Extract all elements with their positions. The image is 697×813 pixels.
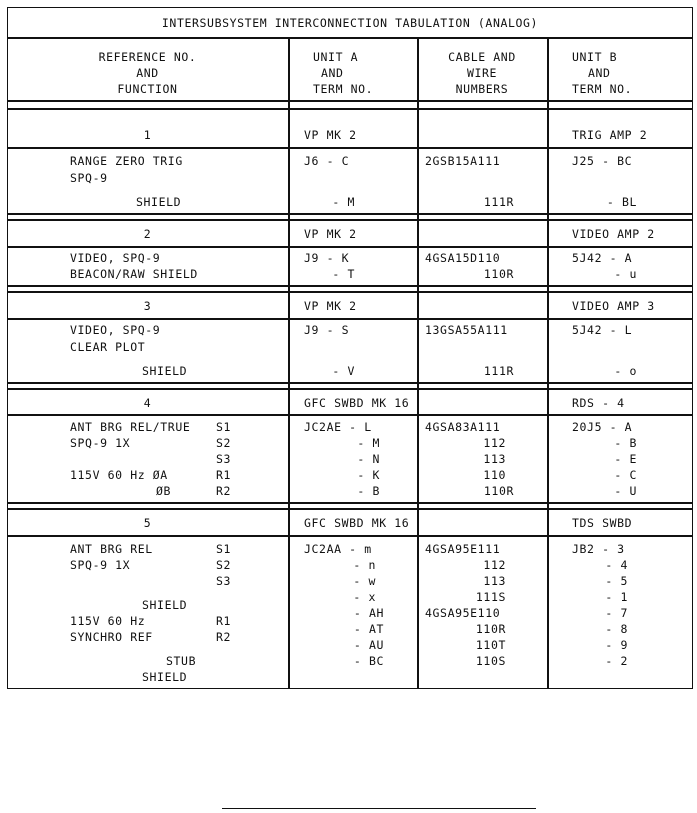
unit-b-term: - 2 [605,654,628,668]
unit-a-term: - M [357,436,380,450]
group-unit-b: VIDEO AMP 2 [572,227,655,241]
unit-b-term: 20J5 - A [572,420,633,434]
terminal-label: S3 [216,574,232,588]
cable-number: 110 [483,468,506,482]
cable-number: 4GSA95E111 [425,542,501,556]
unit-b-term: J25 - BC [572,154,633,168]
header-col1-line1: REFERENCE NO. [98,50,197,64]
unit-a-term: - n [353,558,376,572]
group-ref-number: 5 [143,516,152,530]
unit-b-term: - o [614,364,637,378]
terminal-label: R1 [216,468,232,482]
function-text: SHIELD [142,364,188,378]
unit-a-term: - N [357,452,380,466]
group-ref-number: 1 [143,128,152,142]
group-unit-a: VP MK 2 [304,227,357,241]
unit-a-term: - T [332,267,355,281]
cable-number: 13GSA55A111 [425,323,508,337]
function-text: VIDEO, SPQ-9 [70,251,161,265]
header-col2-line2: AND [321,66,344,80]
terminal-label: S2 [216,436,232,450]
unit-b-term: - 7 [605,606,628,620]
terminal-label: R1 [216,614,232,628]
cable-number: 4GSA15D110 [425,251,501,265]
unit-a-term: J9 - K [304,251,350,265]
header-col2-line3: TERM NO. [313,82,374,96]
group-ref-number: 2 [143,227,152,241]
cable-number: 110T [475,638,506,652]
unit-a-term: JC2AE - L [304,420,372,434]
unit-a-term: - B [357,484,380,498]
function-text: SPQ-9 [70,171,108,185]
unit-b-term: 5J42 - L [572,323,633,337]
terminal-label: S2 [216,558,232,572]
unit-b-term: - 1 [605,590,628,604]
unit-b-term: - C [614,468,637,482]
rule-g2-end2 [7,291,693,293]
header-col4-line1: UNIT B [572,50,618,64]
table-title: INTERSUBSYSTEM INTERCONNECTION TABULATION (ANALOG) [161,16,539,30]
function-text: SYNCHRO REF [70,630,153,644]
rule-g4-end2 [7,508,693,510]
unit-a-term: - AT [353,622,384,636]
unit-b-term: JB2 - 3 [572,542,625,556]
unit-a-term: - M [332,195,355,209]
function-text: 115V 60 Hz [70,614,146,628]
unit-a-term: - K [357,468,380,482]
function-text: STUB [166,654,197,668]
cable-number: 112 [483,436,506,450]
terminal-label: R2 [216,484,232,498]
group-unit-b: VIDEO AMP 3 [572,299,655,313]
group-unit-a: VP MK 2 [304,299,357,313]
header-col4-line3: TERM NO. [572,82,633,96]
group-unit-b: RDS - 4 [572,396,625,410]
group-unit-a: GFC SWBD MK 16 [304,396,410,410]
rule-g2-top [7,246,693,248]
unit-a-term: J9 - S [304,323,350,337]
group-unit-b: TRIG AMP 2 [572,128,648,142]
function-text: BEACON/RAW SHIELD [70,267,198,281]
group-unit-a: VP MK 2 [304,128,357,142]
function-text: ØB [156,484,172,498]
group-unit-b: TDS SWBD [572,516,633,530]
group-ref-number: 4 [143,396,152,410]
unit-a-term: - w [353,574,376,588]
unit-a-term: - AH [353,606,384,620]
cable-number: 112 [483,558,506,572]
rule-g2-end [7,285,693,287]
unit-a-term: - V [332,364,355,378]
header-col3-line1: CABLE AND [448,50,516,64]
rule-g1-top [7,147,693,149]
col-divider-2 [417,37,419,689]
cable-number: 110R [475,622,506,636]
col-divider-3 [547,37,549,689]
terminal-label: R2 [216,630,232,644]
header-col4-line2: AND [588,66,611,80]
unit-b-term: - 5 [605,574,628,588]
rule-header-1 [7,100,693,102]
header-col3-line3: NUMBERS [455,82,509,96]
unit-a-term: J6 - C [304,154,350,168]
rule-g4-end [7,502,693,504]
cable-number: 111S [475,590,506,604]
unit-a-term: JC2AA - m [304,542,372,556]
rule-g5-top [7,535,693,537]
function-text: SHIELD [142,670,188,684]
unit-b-term: - 9 [605,638,628,652]
cable-number: 4GSA83A111 [425,420,501,434]
cable-number: 110S [475,654,506,668]
function-text: ANT BRG REL [70,542,153,556]
function-text: SPQ-9 1X [70,436,131,450]
rule-g4-top [7,414,693,416]
cable-number: 110R [483,484,514,498]
unit-b-term: - 4 [605,558,628,572]
unit-b-term: - 8 [605,622,628,636]
unit-b-term: - E [614,452,637,466]
cable-number: 111R [483,364,514,378]
function-text: RANGE ZERO TRIG [70,154,183,168]
function-text: SPQ-9 1X [70,558,131,572]
header-col2-line1: UNIT A [313,50,359,64]
cable-number: 2GSB15A111 [425,154,501,168]
unit-a-term: - x [353,590,376,604]
cable-number: 4GSA95E110 [425,606,501,620]
col-divider-1 [288,37,290,689]
rule-g1-end [7,213,693,215]
function-text: SHIELD [142,598,188,612]
function-text: CLEAR PLOT [70,340,146,354]
unit-b-term: - B [614,436,637,450]
rule-g3-end [7,382,693,384]
terminal-label: S1 [216,420,232,434]
header-col1-line3: FUNCTION [117,82,178,96]
group-unit-a: GFC SWBD MK 16 [304,516,410,530]
unit-a-term: - BC [353,654,384,668]
unit-b-term: - u [614,267,637,281]
header-col1-line2: AND [136,66,159,80]
cable-number: 111R [483,195,514,209]
rule-g3-end2 [7,388,693,390]
rule-title [7,37,693,39]
cable-number: 110R [483,267,514,281]
terminal-label: S1 [216,542,232,556]
rule-g3-top [7,318,693,320]
function-text: ANT BRG REL/TRUE [70,420,191,434]
unit-a-term: - AU [353,638,384,652]
unit-b-term: - BL [606,195,637,209]
cable-number: 113 [483,452,506,466]
rule-g1-end2 [7,219,693,221]
function-text: 115V 60 Hz ØA [70,468,168,482]
cable-number: 113 [483,574,506,588]
function-text: VIDEO, SPQ-9 [70,323,161,337]
terminal-label: S3 [216,452,232,466]
page-bottom-rule [222,808,536,809]
header-col3-line2: WIRE [466,66,498,80]
group-ref-number: 3 [143,299,152,313]
rule-header-2 [7,108,693,110]
function-text: SHIELD [136,195,182,209]
unit-b-term: 5J42 - A [572,251,633,265]
unit-b-term: - U [614,484,637,498]
